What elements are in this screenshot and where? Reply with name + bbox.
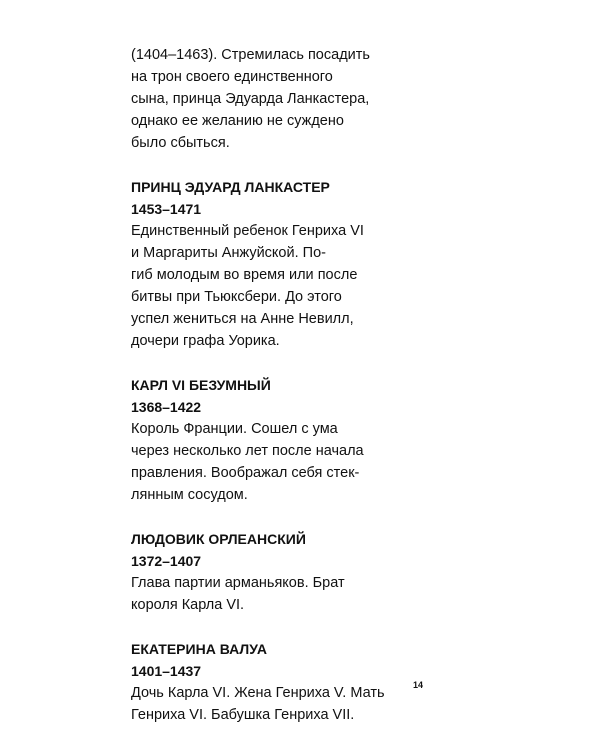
text-line: гиб молодым во время или после [131,267,358,283]
text-line: на трон своего единственного [131,69,333,85]
text-line: через несколько лет после начала [131,443,364,459]
text-line: (1404–1463). Стремилась посадить [131,47,370,63]
text-line: Король Франции. Сошел с ума [131,421,338,437]
text-line: Глава партии арманьяков. Брат [131,575,345,591]
entry-years: 1368–1422 [131,399,202,415]
entry-charles-vi [131,374,471,506]
text-line: Дочь Карла VI. Жена Генриха V. Мать [131,685,385,701]
entry-name: КАРЛ VI БЕЗУМНЫЙ [131,377,271,393]
text-line: однако ее желанию не суждено [131,113,344,129]
entry-years: 1453–1471 [131,201,202,217]
entry-eduard-lancaster [131,176,471,352]
text-line: лянным сосудом. [131,487,248,503]
entry-louis-orleans [131,528,471,616]
entry-years: 1372–1407 [131,553,202,569]
text-line: короля Карла VI. [131,597,245,613]
entry-name: ЛЮДОВИК ОРЛЕАНСКИЙ [131,531,306,547]
text-line: было сбыться. [131,135,230,151]
page-content [131,44,471,726]
text-line: сына, принца Эдуарда Ланкастера, [131,91,370,107]
text-line: битвы при Тьюксбери. До этого [131,289,342,305]
entry-name: ЕКАТЕРИНА ВАЛУА [131,641,267,657]
text-line: успел жениться на Анне Невилл, [131,311,354,327]
intro-paragraph [131,44,471,154]
text-line: дочери графа Уорика. [131,333,280,349]
text-line: Генриха VI. Бабушка Генриха VII. [131,707,355,723]
entry-name: ПРИНЦ ЭДУАРД ЛАНКАСТЕР [131,179,330,195]
text-line: правления. Воображал себя стек- [131,465,360,481]
entry-years: 1401–1437 [131,663,202,679]
text-line: и Маргариты Анжуйской. По- [131,245,326,261]
text-line: Единственный ребенок Генриха VI [131,223,364,239]
page-number: 14 [412,680,423,690]
